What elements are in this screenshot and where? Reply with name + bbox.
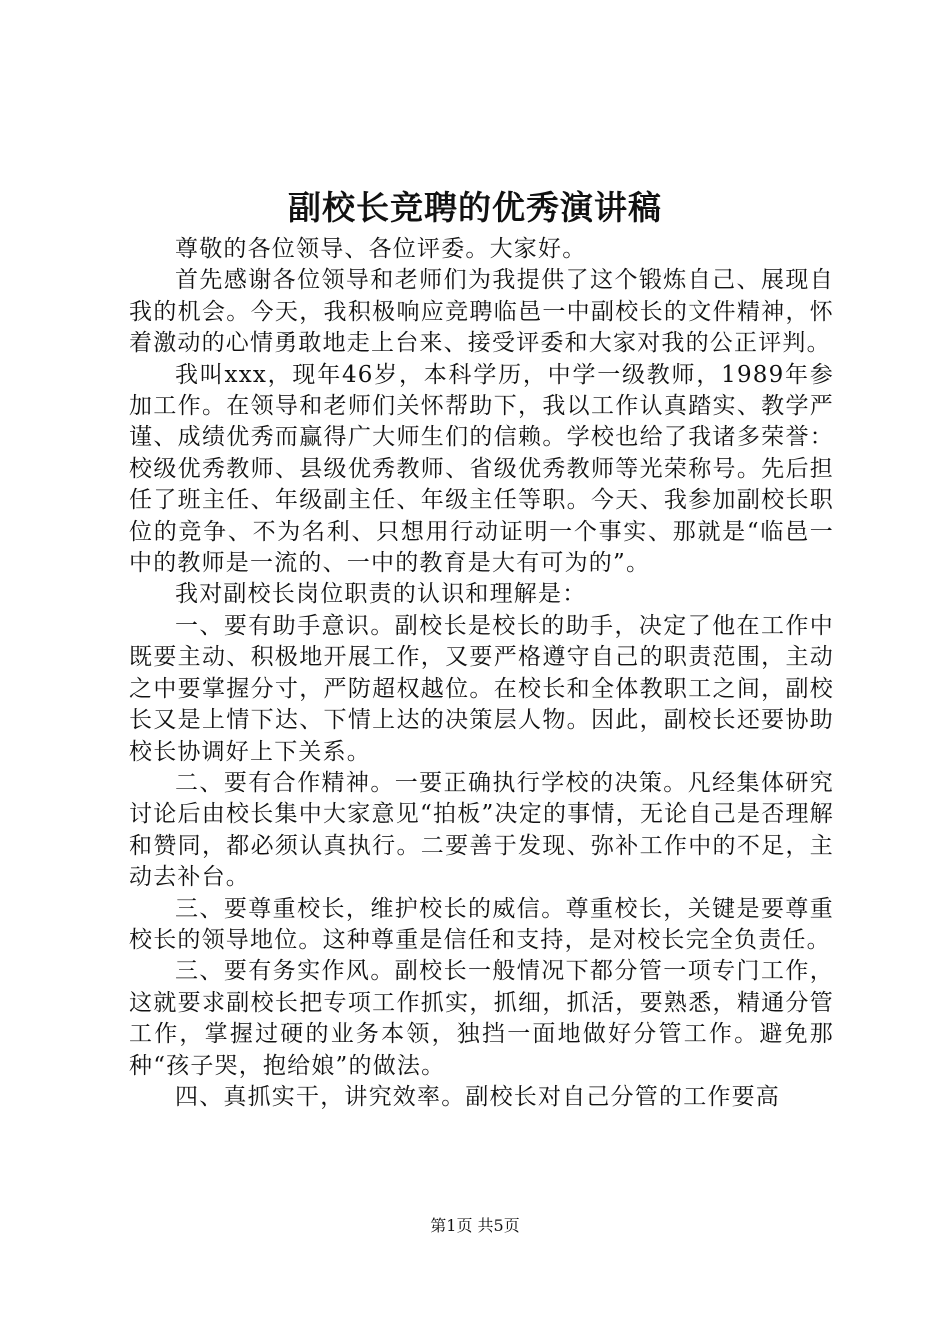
paragraph-understanding-intro: 我对副校长岗位职责的认识和理解是： [175, 581, 587, 608]
paragraph-point-pragmatic: 三、要有务实作风。副校长一般情况下都分管一项专门工作，这就要求副校长把专项工作抓实，抓细，抓活，要熟悉，精通分管工作，掌握过硬的业务本领，独挡一面地做好分管工作。避免那种“孩子哭，抱给娘”的做法。 [129, 958, 834, 1079]
paragraph-greeting: 尊敬的各位领导、各位评委。大家好。 [175, 236, 587, 262]
paragraph-point-cooperation: 二、要有合作精神。一要正确执行学校的决策。凡经集体研究讨论后由校长集中大家意见“拍板”决定的事情，无论自己是否理解和赞同，都必须认真执行。二要善于发现、弥补工作中的不足，主动去补台。 [129, 769, 834, 891]
paragraph-point-assistant: 一、要有助手意识。副校长是校长的助手，决定了他在工作中既要主动、积极地开展工作，又要严格遵守自己的职责范围，主动之中要掌握分寸，严防超权越位。在校长和全体教职工之间，副校长又是上情下达、下情上达的决策层人物。因此，副校长还要协助校长协调好上下关系。 [129, 612, 834, 765]
paragraph-point-respect: 三、要尊重校长，维护校长的威信。尊重校长，关键是要尊重校长的领导地位。这种尊重是信任和支持，是对校长完全负责任。 [129, 895, 834, 953]
page-number-footer: 第1页 共5页 [430, 1216, 520, 1235]
paragraph-self-intro: 我叫xxx，现年46岁，本科学历，中学一级教师，1989年参加工作。在领导和老师们关怀帮助下，我以工作认真踏实、教学严谨、成绩优秀而赢得广大师生们的信赖。学校也给了我诸多荣誉：校级优秀教师、县级优秀教师、省级优秀教师等光荣称号。先后担任了班主任、年级副主任、年级主任等职。今天、我参加副校长职位的竞争、不为名利、只想用行动证明一个事实、那就是“临邑一中的教师是一流的、一中的教育是大有可为的”。 [129, 361, 834, 577]
paragraph-thanks: 首先感谢各位领导和老师们为我提供了这个锻炼自己、展现自我的机会。今天，我积极响应竞聘临邑一中副校长的文件精神，怀着激动的心情勇敢地走上台来、接受评委和大家对我的公正评判。 [129, 267, 834, 357]
paragraph-point-efficiency: 四、真抓实干，讲究效率。副校长对自己分管的工作要高 [175, 1083, 780, 1110]
document-title: 副校长竞聘的优秀演讲稿 [288, 188, 662, 227]
document-body [129, 234, 834, 1113]
